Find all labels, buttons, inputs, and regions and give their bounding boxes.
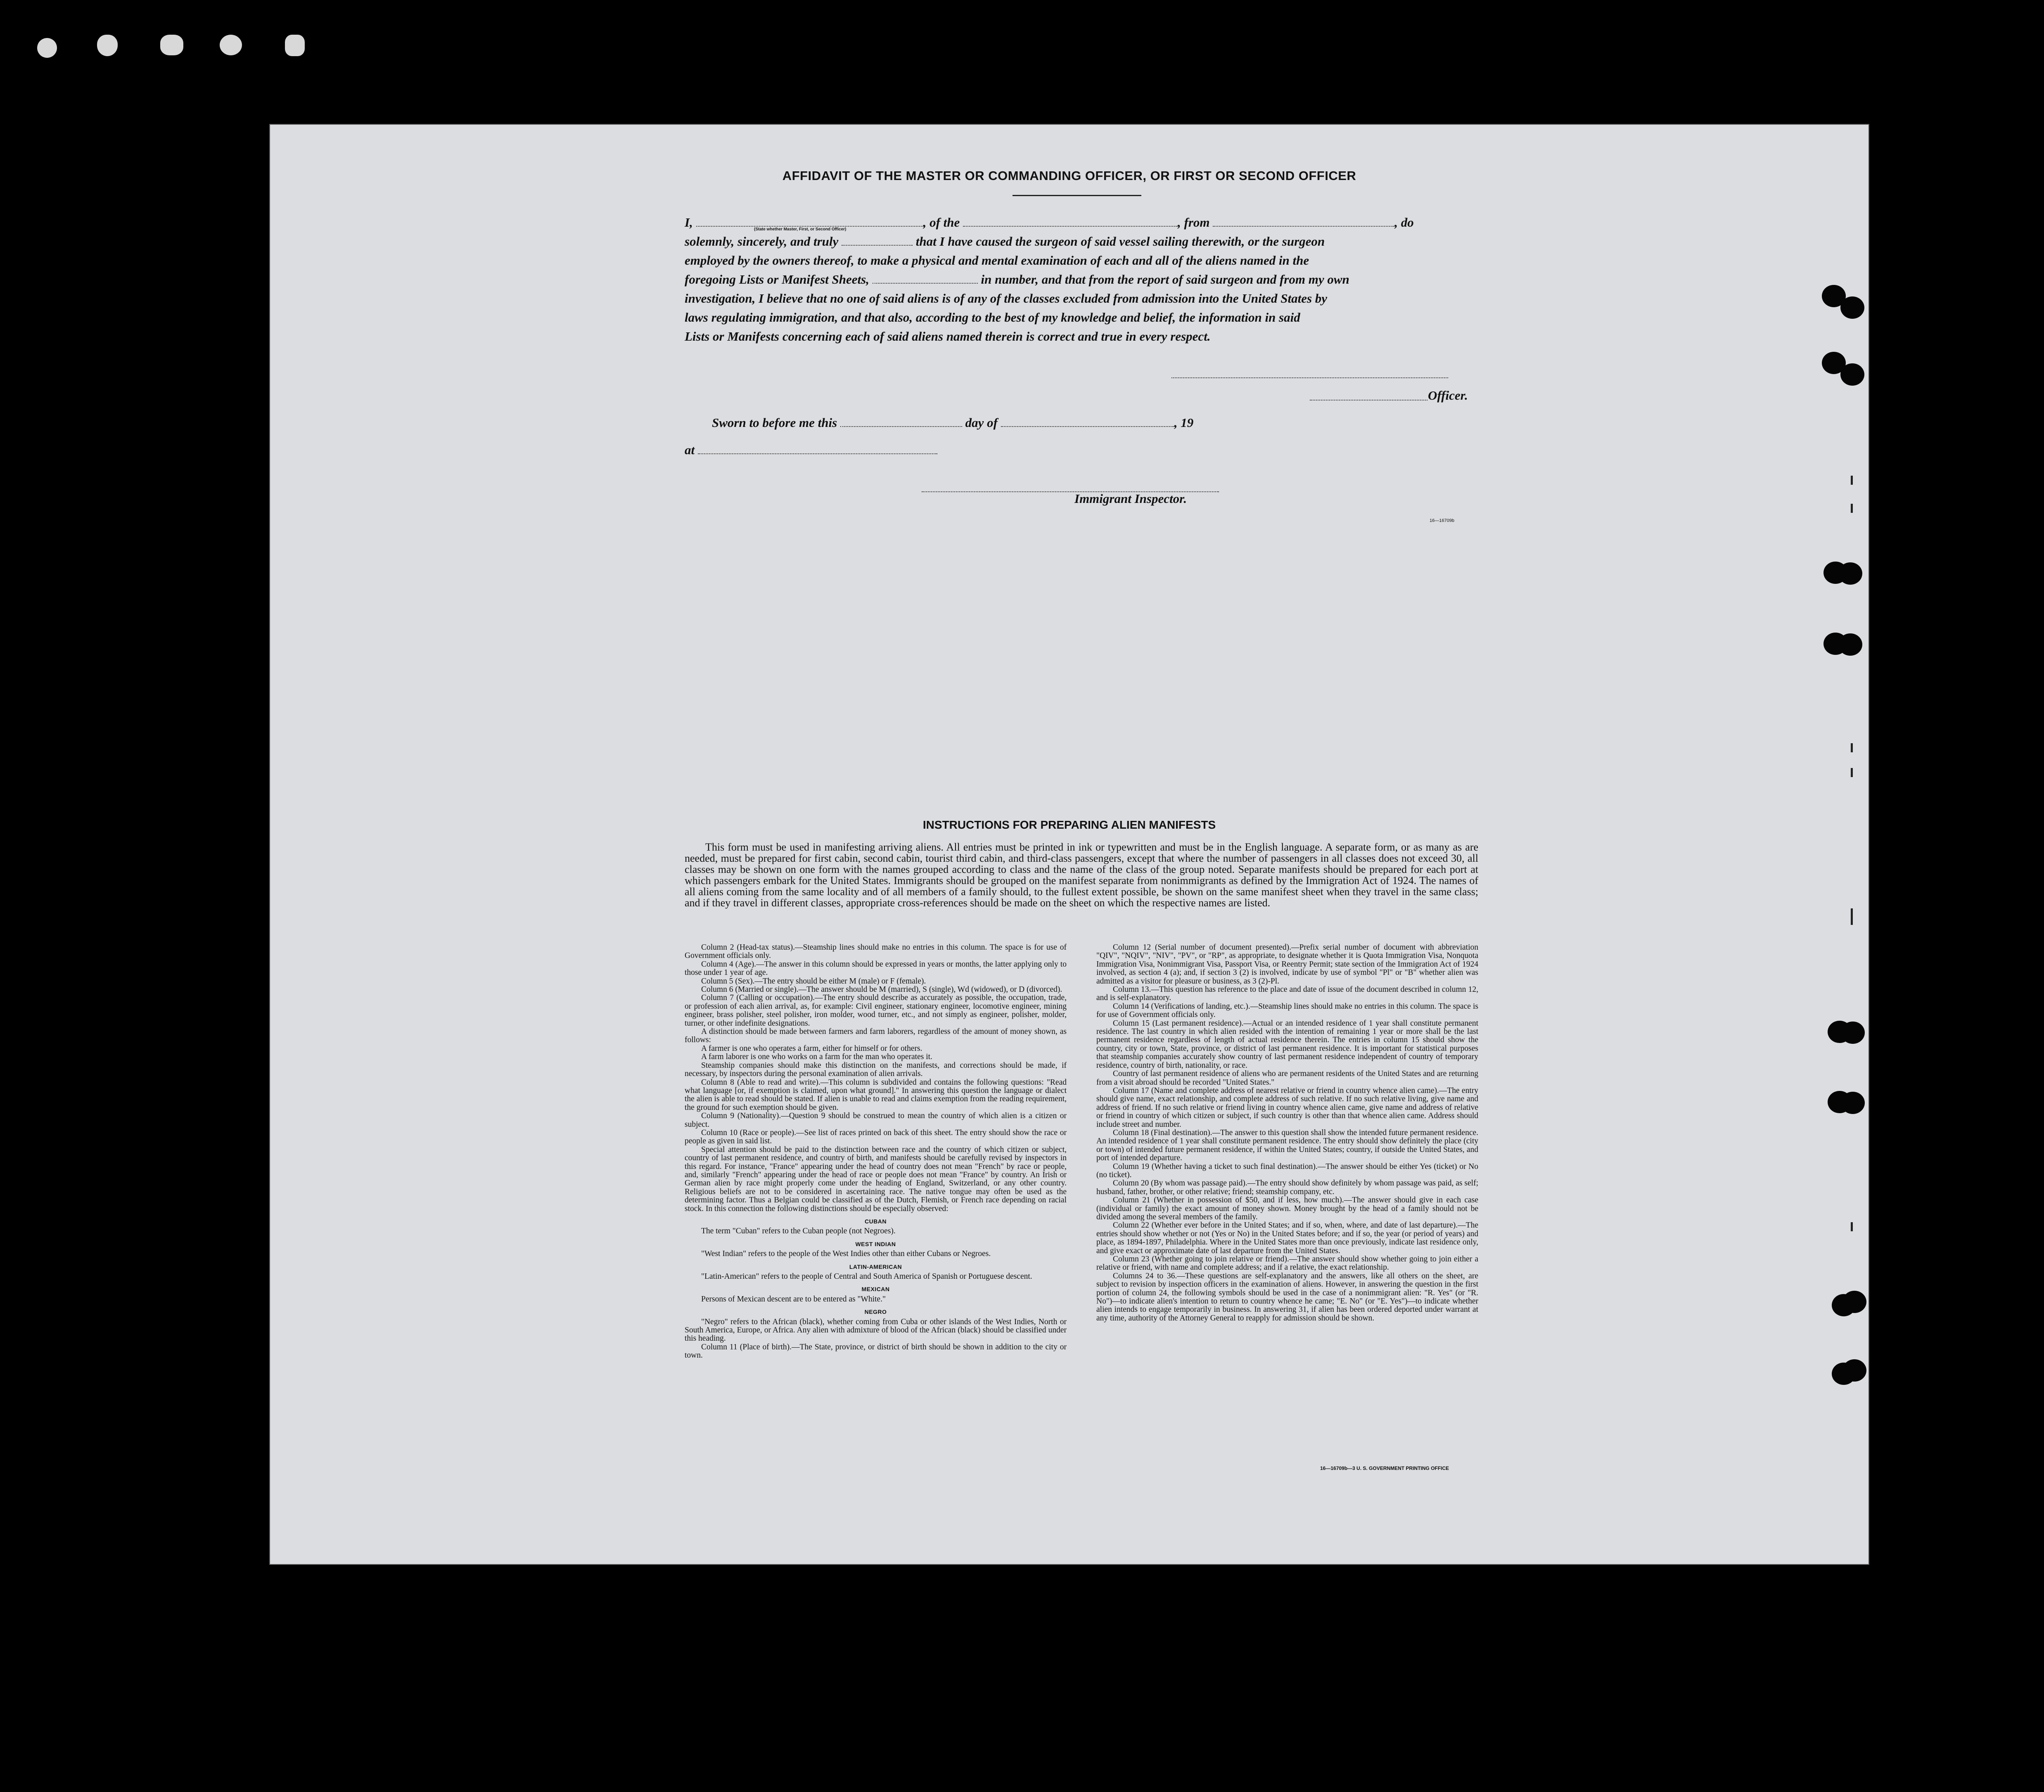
instruction-paragraph: Column 6 (Married or single).—The answer should be M (married), S (single), Wd (widowed), or D (divorced). [701, 985, 1062, 994]
instructions-right-column [1096, 943, 1478, 1323]
vessel-name-field[interactable] [963, 216, 1178, 227]
form-code: 16—16709b [1430, 518, 1454, 523]
race-definition: The term "Cuban" refers to the Cuban people (not Negroes). [701, 1227, 896, 1236]
instruction-paragraph: Column 10 (Race or people).—See list of races printed on back of this sheet. The entry should show the race or people as given in said list. [685, 1128, 1067, 1146]
race-heading: WEST INDIAN [855, 1240, 896, 1247]
instruction-paragraph: Steamship companies should make this distinction on the manifests, and corrections should be made, if necessary, by inspectors during the personal examination of alien arrivals. [685, 1061, 1067, 1079]
punch-hole [1840, 296, 1864, 319]
affidavit-text: , from [1178, 215, 1210, 230]
punch-hole [1838, 633, 1862, 656]
instruction-paragraph: Column 12 (Serial number of document presented).—Prefix serial number of document with abbreviation "QIV", "NQIV", "NIV", "PV", or "RP", as appropriate, to designate whether it is Quota Immigration Visa, Nonquota Immigration Visa, Nonimmigrant Visa, Passport Visa, or Reentry Permit; state section of the Immigration Act of 1924 involved, as section 4 (a); and, if section 3 (2) is involved, indicate by use of symbol "Pl" or "B" whether alien was admitted as a visitor for pleasure or business, as 3 (2)-Pl. [1096, 943, 1478, 986]
film-mark [97, 35, 118, 56]
race-heading: NEGRO [864, 1308, 887, 1316]
instruction-paragraph: Column 19 (Whether having a ticket to such final destination).—The answer should be either Yes (ticket) or No (no ticket). [1096, 1162, 1478, 1179]
instruction-paragraph: A distinction should be made between farmers and farm laborers, regardless of the amount of money shown, as follows: [685, 1027, 1067, 1045]
affidavit-text: foregoing Lists or Manifest Sheets, [685, 272, 869, 287]
instruction-paragraph: Column 2 (Head-tax status).—Steamship lines should make no entries in this column. The space is for use of Government officials only. [685, 943, 1067, 960]
affidavit-line: Lists or Manifests concerning each of said aliens named therein is correct and true in every respect. [685, 329, 1211, 344]
sworn-place-field[interactable] [698, 443, 937, 454]
at-label: at [685, 443, 695, 457]
sheet-count-field[interactable] [873, 273, 978, 284]
state-note: (State whether Master, First, or Second Officer) [754, 227, 847, 232]
film-mark [285, 35, 305, 56]
affidavit-line [685, 270, 1478, 289]
instruction-paragraph: Column 17 (Name and complete address of nearest relative or friend in country whence alien came).—The entry should give name, exact relationship, and complete address of such relative. If no such relative living, give name and address of friend. If no such relative or friend living in country whence alien came, give name and address of relative or friend in country of which citizen or subject, if such country is other than that whence alien came. Address should include street and number. [1096, 1086, 1478, 1129]
instruction-paragraph: A farmer is one who operates a farm, either for himself or for others. [701, 1044, 922, 1053]
affidavit-title: AFFIDAVIT OF THE MASTER OR COMMANDING OFFICER, OR FIRST OR SECOND OFFICER [782, 168, 1356, 183]
sworn-line [712, 415, 1193, 430]
race-definition: "Latin-American" refers to the people of Central and South America of Spanish or Portuguese descent. [701, 1272, 1032, 1281]
punch-hole [1840, 363, 1864, 386]
instruction-paragraph: A farm laborer is one who works on a farm for the man who operates it. [701, 1052, 932, 1062]
race-definition: "Negro" refers to the African (black), whether coming from Cuba or other islands of the West Indies, North or South America, Europe, or Africa. Any alien with admixture of blood of the African (black) should be classified under this heading. [685, 1317, 1067, 1343]
edge-tick [1851, 1222, 1853, 1231]
film-mark [37, 38, 57, 58]
race-definition: Persons of Mexican descent are to be entered as "White." [701, 1294, 886, 1304]
instruction-paragraph: Column 23 (Whether going to join relative or friend).—The answer should show whether going to join either a relative or friend, with name and complete address; and if a relative, the exact relationship. [1096, 1255, 1478, 1272]
instruction-paragraph: Column 18 (Final destination).—The answer to this question shall show the intended future permanent residence. An intended residence of 1 year shall constitute permanent residence. The entry should show definitely the place (city or town) of intended future permanent residence, if within the United States; country, if outside the United States, and port of intended departure. [1096, 1128, 1478, 1163]
instruction-paragraph: Column 15 (Last permanent residence).—Actual or an intended residence of 1 year shall constitute permanent residence. The last country in which alien resided with the intention of remaining 1 year or more shall be the last permanent residence regardless of length of actual residence therein. The entries in column 15 should show the country, city or town, State, province, or district of last permanent residence. It is important for statistical purposes that steamship companies accurately show country of last permanent residence independent of country of temporary residence, country of birth, nationality, or race. [1096, 1019, 1478, 1070]
punch-hole [1841, 1022, 1865, 1044]
edge-tick [1851, 743, 1853, 752]
sworn-day-field[interactable] [840, 416, 962, 427]
affidavit-line: laws regulating immigration, and that also, according to the best of my knowledge and belief, the information in said [685, 310, 1300, 325]
film-mark [220, 35, 242, 55]
punch-hole [1842, 1359, 1866, 1382]
punch-hole [1838, 562, 1862, 585]
sworn-text: Sworn to before me this [712, 415, 837, 430]
instructions-left-column [685, 943, 1067, 1360]
edge-tick [1851, 504, 1853, 513]
at-line [685, 443, 937, 457]
race-heading: MEXICAN [861, 1286, 890, 1293]
affidavit-text: , do [1394, 215, 1414, 230]
punch-hole [1841, 1092, 1865, 1114]
officer-label: Officer. [1428, 388, 1468, 403]
officer-signature-line[interactable] [1310, 399, 1427, 401]
instructions-intro: This form must be used in manifesting arriving aliens. All entries must be printed in ink or typewritten and must be in the English language. A separate form, or as many as are needed, must be prepared for first cabin, second cabin, tourist third cabin, and third-class passengers, except that where the number of passengers in all classes does not exceed 30, all classes may be shown on one form with the names grouped according to class and the name of the class of the group noted. Separate manifests should be prepared for each port at which passengers embark for the United States. Immigrants should be grouped on the manifest separate from nonimmigrants as defined by the Immigration Act of 1924. The names of all aliens coming from the same locality and of all members of a family should, to the fullest extent possible, be shown on the same manifest sheet when they travel in the same class; and if they travel in different classes, appropriate cross-references should be made on the sheet on which the respective names are listed. [685, 841, 1478, 909]
inspector-label: Immigrant Inspector. [1074, 491, 1187, 506]
instruction-paragraph: Column 13.—This question has reference to the place and date of issue of the document described in column 12, and is self-explanatory. [1096, 985, 1478, 1003]
manifest-sheet [269, 124, 1869, 1565]
instruction-paragraph: Column 22 (Whether ever before in the United States; and if so, when, where, and date of last departure).—The entries should show whether or not (Yes or No) in the United States before; and if so, the year (or period of years) and place, as 1894-1897, Philadelphia. Where in the United States more than once previously, indicate last residence only, and give exact or approximate date of last departure from the United States. [1096, 1221, 1478, 1255]
race-heading: CUBAN [864, 1218, 887, 1225]
oath-field[interactable] [842, 235, 913, 246]
affidavit-text: solemnly, sincerely, and truly [685, 234, 839, 249]
edge-tick [1851, 476, 1853, 485]
punch-hole [1842, 1291, 1866, 1313]
affidavit-text: in number, and that from the report of said surgeon and from my own [981, 272, 1349, 287]
race-definition: "West Indian" refers to the people of the West Indies other than either Cubans or Negroes. [701, 1249, 991, 1259]
instruction-paragraph: Column 7 (Calling or occupation).—The entry should describe as accurately as possible, the occupation, trade, or profession of each alien arrival, as, for example: Civil engineer, stationary engineer, locomotive engineer, mining engineer, brass polisher, steel polisher, iron molder, wood turner, etc., and not simply as engineer, polisher, molder, turner, or other indefinite designations. [685, 993, 1067, 1028]
sworn-text: , 19 [1174, 415, 1194, 430]
affidavit-text: I, [685, 215, 693, 230]
sworn-text: day of [965, 415, 998, 430]
film-mark [160, 35, 183, 55]
instruction-paragraph: Columns 24 to 36.—These questions are self-explanatory and the answers, like all others on the sheet, are subject to revision by inspection officers in the examination of aliens. However, in answering the question in the first portion of column 24, the following symbols should be used in the case of a nonimmigrant alien: "R. Yes" (or "R. No")—to indicate alien's intention to return to country whence he came; "E. No" (or "E. Yes")—to indicate whether alien intends to engage temporarily in business. In answering 31, if alien has been ordered deported under warrant at any time, authority of the Attorney General to reapply for admission should be shown. [1096, 1271, 1478, 1323]
instruction-paragraph: Column 20 (By whom was passage paid).—The entry should show definitely by whom passage was paid, as self; husband, father, brother, or other relative; friend; steamship company, etc. [1096, 1179, 1478, 1196]
title-underline [1013, 195, 1141, 196]
affidavit-line: investigation, I believe that no one of said aliens is of any of the classes excluded from admission into the United States by [685, 291, 1328, 306]
signature-line[interactable] [1171, 377, 1448, 378]
instruction-paragraph: Country of last permanent residence of aliens who are permanent residents of the United States and are returning from a visit abroad should be recorded "United States." [1096, 1069, 1478, 1087]
officer-name-field[interactable] [696, 216, 923, 227]
instruction-paragraph: Column 4 (Age).—The answer in this column should be expressed in years or months, the latter applying only to those under 1 year of age. [685, 960, 1067, 977]
instruction-paragraph: Column 11 (Place of birth).—The State, province, or district of birth should be shown in addition to the city or town. [685, 1342, 1067, 1360]
race-heading: LATIN-AMERICAN [849, 1263, 902, 1270]
edge-tick [1851, 768, 1853, 777]
instruction-paragraph: Column 9 (Nationality).—Question 9 should be construed to mean the country of which alien is a citizen or subject. [685, 1112, 1067, 1129]
edge-tick [1851, 908, 1853, 925]
affidavit-line [685, 232, 1478, 251]
instructions-title: INSTRUCTIONS FOR PREPARING ALIEN MANIFESTS [922, 818, 1216, 831]
affidavit-text: , of the [923, 215, 960, 230]
instruction-paragraph: Column 5 (Sex).—The entry should be either M (male) or F (female). [701, 977, 926, 986]
sworn-month-field[interactable] [1001, 416, 1174, 427]
affidavit-line: employed by the owners thereof, to make a physical and mental examination of each and all of the aliens named in the [685, 253, 1309, 268]
instruction-paragraph: Column 8 (Able to read and write).—This column is subdivided and contains the following questions: "Read what language [or, if exemption is claimed, upon what ground]." In answering this question the language or dialect the alien is able to read should be stated. If alien is unable to read and claims exemption from the reading requirement, the ground for such exemption should be given. [685, 1078, 1067, 1112]
port-from-field[interactable] [1213, 216, 1394, 227]
instruction-paragraph: Special attention should be paid to the distinction between race and the country of which citizen or subject, country of last permanent residence, and country of birth, and manifests should be carefully revised by inspectors in this regard. For instance, "France" appearing under the head of country does not mean "French" by race or people, and, similarly "French" appearing under the head of race or people does not mean "France" by country. An Irish or German alien by race might properly come under the heading of England, Switzerland, or any other country. Religious beliefs are not to be considered in ascertaining race. The native tongue may often be used as the determining factor. Thus a Belgian could be classified as of the Dutch, Flemish, or French race depending on racial stock. In this connection the following distinctions should be especially observed: [685, 1145, 1067, 1213]
affidavit-text: that I have caused the surgeon of said vessel sailing therewith, or the surgeon [915, 234, 1325, 249]
printing-office-footer: 16—16709b—3 U. S. GOVERNMENT PRINTING OFFICE [1320, 1465, 1449, 1471]
instruction-paragraph: Column 14 (Verifications of landing, etc.).—Steamship lines should make no entries in this column. The space is for use of Government officials only. [1096, 1002, 1478, 1019]
instruction-paragraph: Column 21 (Whether in possession of $50, and if less, how much).—The answer should give in each case (individual or family) the exact amount of money shown. Money brought by the head of a family should not be divided among the several members of the family. [1096, 1196, 1478, 1221]
